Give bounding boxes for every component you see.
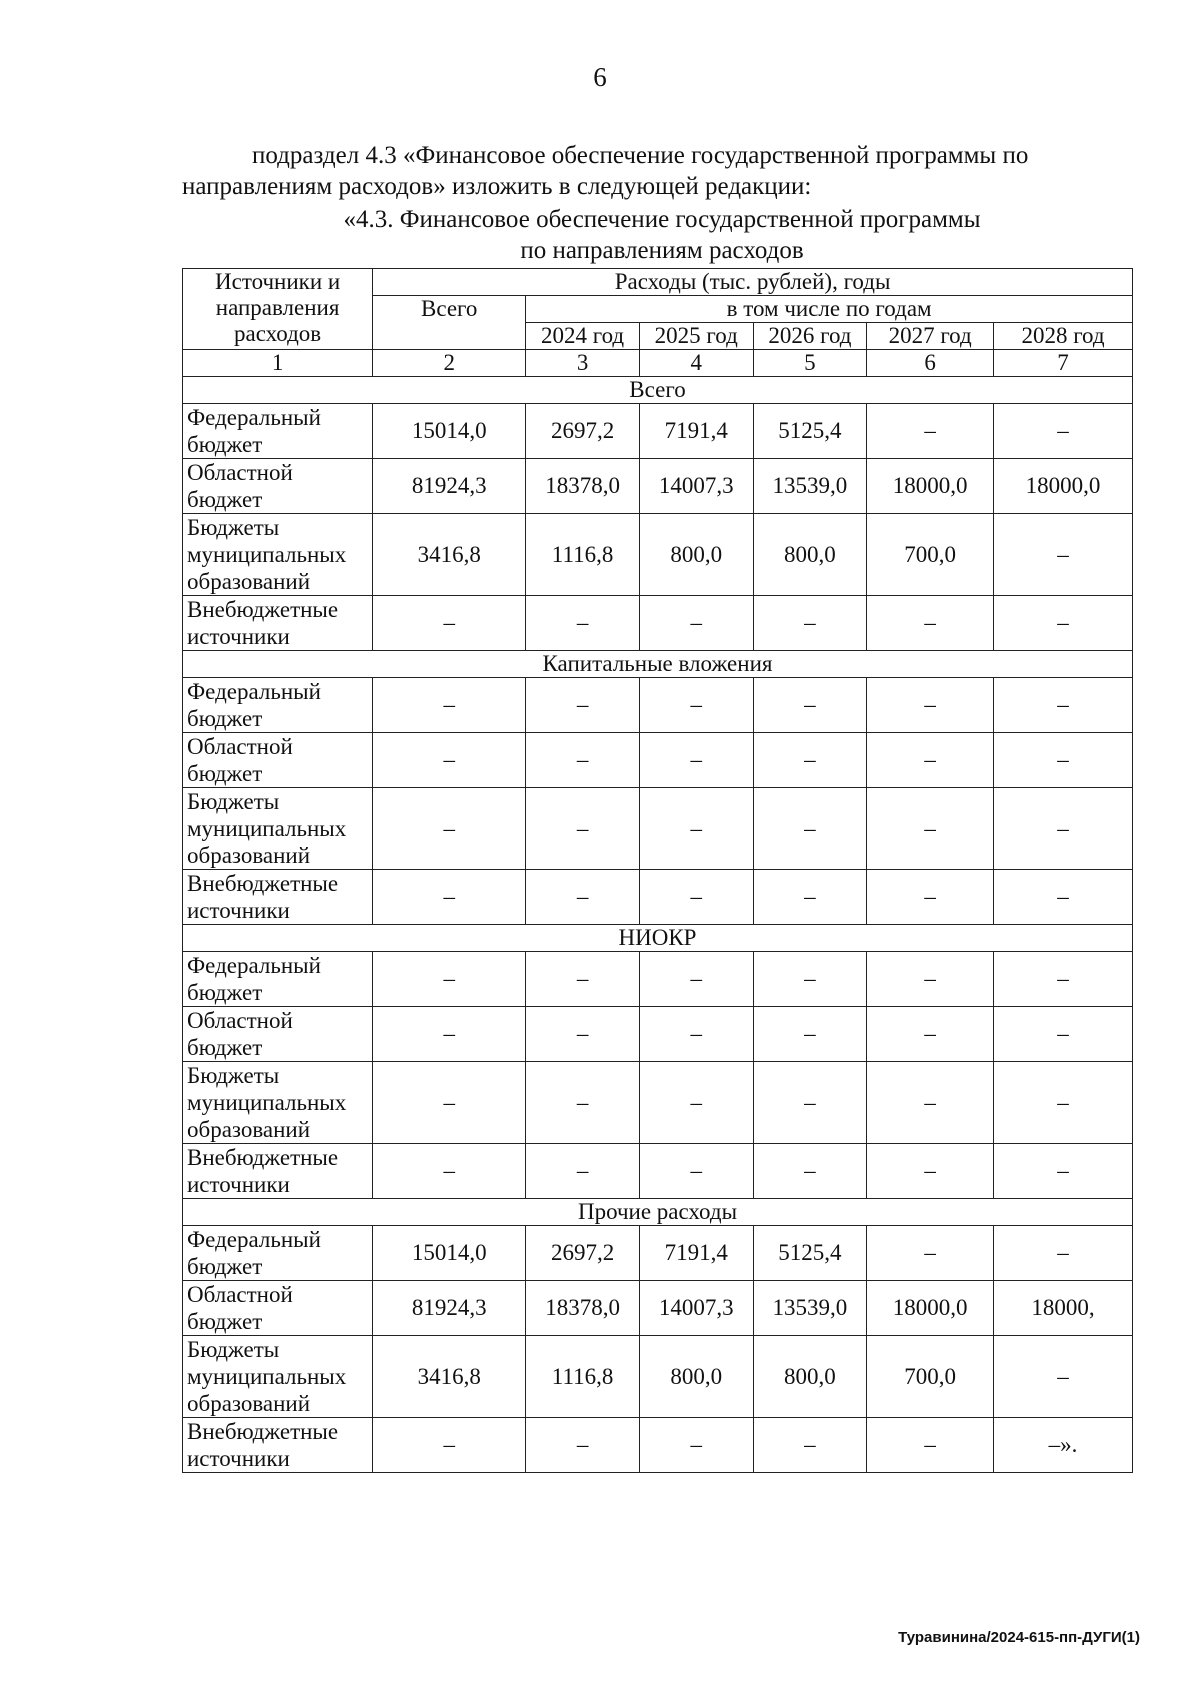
value-cell: 800,0	[753, 1336, 867, 1418]
source-cell: Областной бюджет	[183, 1007, 373, 1062]
section-title-cell: Всего	[183, 377, 1133, 404]
value-cell: –	[994, 952, 1133, 1007]
column-number: 2	[373, 350, 526, 377]
section-title-cell: Капитальные вложения	[183, 651, 1133, 678]
value-cell: –	[373, 1007, 526, 1062]
value-cell: –	[526, 678, 640, 733]
value-cell: –	[526, 788, 640, 870]
source-cell: Внебюджетные источники	[183, 596, 373, 651]
value-cell: –	[526, 1007, 640, 1062]
source-cell: Федеральный бюджет	[183, 1226, 373, 1281]
section-row	[183, 651, 1133, 678]
table-row	[183, 870, 1133, 925]
header-year: 2026 год	[753, 323, 867, 350]
value-cell: –	[373, 952, 526, 1007]
value-cell: –	[994, 1144, 1133, 1199]
value-cell: 14007,3	[639, 1281, 753, 1336]
value-cell: 18378,0	[526, 459, 640, 514]
table-row	[183, 1281, 1133, 1336]
value-cell: –	[373, 788, 526, 870]
table-row	[183, 733, 1133, 788]
value-cell: –	[867, 404, 994, 459]
value-cell: –	[753, 1062, 867, 1144]
intro-text: подраздел 4.3 «Финансовое обеспечение государственной программы по направлениям расходов» изложить в следующей редакции:	[182, 142, 1029, 200]
section-row	[183, 377, 1133, 404]
document-code: Туравинина/2024-615-пп-ДУГИ(1)	[898, 1629, 1140, 1646]
table-row	[183, 952, 1133, 1007]
value-cell: –	[753, 733, 867, 788]
value-cell: –	[753, 678, 867, 733]
value-cell: –	[639, 596, 753, 651]
header-by-years: в том числе по годам	[526, 296, 1133, 323]
header-year: 2028 год	[994, 323, 1133, 350]
value-cell: 2697,2	[526, 404, 640, 459]
value-cell: 81924,3	[373, 1281, 526, 1336]
source-cell: Бюджеты муниципальных образований	[183, 788, 373, 870]
value-cell: –».	[994, 1418, 1133, 1473]
value-cell: 1116,8	[526, 514, 640, 596]
value-cell: –	[994, 596, 1133, 651]
value-cell: –	[373, 1418, 526, 1473]
value-cell: –	[753, 596, 867, 651]
section-title-cell: Прочие расходы	[183, 1199, 1133, 1226]
value-cell: 18378,0	[526, 1281, 640, 1336]
value-cell: –	[639, 1062, 753, 1144]
column-number: 6	[867, 350, 994, 377]
source-cell: Областной бюджет	[183, 459, 373, 514]
value-cell: –	[994, 678, 1133, 733]
value-cell: 5125,4	[753, 1226, 867, 1281]
value-cell: –	[867, 1007, 994, 1062]
header-year: 2024 год	[526, 323, 640, 350]
table-row	[183, 678, 1133, 733]
source-cell: Федеральный бюджет	[183, 952, 373, 1007]
value-cell: –	[994, 1336, 1133, 1418]
value-cell: –	[639, 678, 753, 733]
source-cell: Внебюджетные источники	[183, 1144, 373, 1199]
value-cell: 7191,4	[639, 404, 753, 459]
value-cell: –	[994, 404, 1133, 459]
table-row	[183, 788, 1133, 870]
value-cell: –	[526, 870, 640, 925]
value-cell: –	[373, 1062, 526, 1144]
value-cell: 800,0	[753, 514, 867, 596]
value-cell: 14007,3	[639, 459, 753, 514]
value-cell: –	[867, 678, 994, 733]
value-cell: –	[639, 1418, 753, 1473]
value-cell: 81924,3	[373, 459, 526, 514]
header-year: 2027 год	[867, 323, 994, 350]
value-cell: 7191,4	[639, 1226, 753, 1281]
table-row	[183, 1007, 1133, 1062]
value-cell: –	[994, 1007, 1133, 1062]
value-cell: 700,0	[867, 1336, 994, 1418]
value-cell: 5125,4	[753, 404, 867, 459]
column-number: 4	[639, 350, 753, 377]
value-cell: –	[867, 1062, 994, 1144]
value-cell: –	[994, 733, 1133, 788]
value-cell: –	[639, 952, 753, 1007]
source-cell: Бюджеты муниципальных образований	[183, 514, 373, 596]
value-cell: –	[373, 596, 526, 651]
value-cell: –	[994, 1226, 1133, 1281]
section-row	[183, 1199, 1133, 1226]
source-cell: Внебюджетные источники	[183, 870, 373, 925]
table-body	[183, 377, 1133, 1473]
value-cell: –	[994, 870, 1133, 925]
column-number: 5	[753, 350, 867, 377]
table-row	[183, 514, 1133, 596]
page-number: 6	[593, 62, 607, 92]
header-year: 2025 год	[639, 323, 753, 350]
value-cell: 18000,	[994, 1281, 1133, 1336]
section-title	[182, 204, 1142, 266]
value-cell: 3416,8	[373, 514, 526, 596]
table-row	[183, 459, 1133, 514]
value-cell: –	[639, 1007, 753, 1062]
value-cell: –	[994, 514, 1133, 596]
intro-paragraph	[182, 140, 1142, 202]
source-cell: Внебюджетные источники	[183, 1418, 373, 1473]
source-cell: Областной бюджет	[183, 733, 373, 788]
table-row	[183, 1144, 1133, 1199]
value-cell: 13539,0	[753, 459, 867, 514]
value-cell: –	[526, 952, 640, 1007]
column-number: 7	[994, 350, 1133, 377]
value-cell: –	[867, 788, 994, 870]
table-row	[183, 1062, 1133, 1144]
section-row	[183, 925, 1133, 952]
value-cell: –	[867, 1418, 994, 1473]
value-cell: –	[867, 952, 994, 1007]
value-cell: –	[994, 1062, 1133, 1144]
value-cell: 800,0	[639, 514, 753, 596]
value-cell: –	[526, 733, 640, 788]
source-cell: Бюджеты муниципальных образований	[183, 1336, 373, 1418]
value-cell: 2697,2	[526, 1226, 640, 1281]
column-number: 3	[526, 350, 640, 377]
financing-table	[182, 268, 1133, 1473]
table-row	[183, 1336, 1133, 1418]
value-cell: –	[867, 733, 994, 788]
value-cell: –	[867, 1226, 994, 1281]
value-cell: 3416,8	[373, 1336, 526, 1418]
source-cell: Федеральный бюджет	[183, 404, 373, 459]
value-cell: –	[639, 870, 753, 925]
header-total: Всего	[373, 296, 526, 350]
value-cell: –	[526, 1062, 640, 1144]
value-cell: –	[526, 1418, 640, 1473]
section-title-line-1: «4.3. Финансовое обеспечение государственной программы	[343, 206, 981, 233]
value-cell: –	[526, 1144, 640, 1199]
value-cell: –	[867, 596, 994, 651]
table-row	[183, 404, 1133, 459]
value-cell: 800,0	[639, 1336, 753, 1418]
value-cell: –	[867, 1144, 994, 1199]
value-cell: –	[753, 1007, 867, 1062]
value-cell: –	[373, 870, 526, 925]
value-cell: –	[753, 788, 867, 870]
header-expenses: Расходы (тыс. рублей), годы	[373, 269, 1133, 296]
table-row	[183, 1418, 1133, 1473]
value-cell: –	[373, 733, 526, 788]
value-cell: –	[753, 870, 867, 925]
value-cell: 1116,8	[526, 1336, 640, 1418]
value-cell: –	[753, 952, 867, 1007]
section-title-line-2: по направлениям расходов	[520, 237, 804, 264]
value-cell: –	[639, 733, 753, 788]
value-cell: 15014,0	[373, 1226, 526, 1281]
value-cell: 18000,0	[867, 1281, 994, 1336]
table-row	[183, 1226, 1133, 1281]
value-cell: –	[753, 1144, 867, 1199]
value-cell: 13539,0	[753, 1281, 867, 1336]
value-cell: 15014,0	[373, 404, 526, 459]
table-header	[183, 269, 1133, 377]
value-cell: 18000,0	[994, 459, 1133, 514]
table-row	[183, 596, 1133, 651]
source-cell: Бюджеты муниципальных образований	[183, 1062, 373, 1144]
value-cell: –	[526, 596, 640, 651]
value-cell: –	[639, 1144, 753, 1199]
value-cell: –	[867, 870, 994, 925]
section-title-cell: НИОКР	[183, 925, 1133, 952]
column-number: 1	[183, 350, 373, 377]
value-cell: –	[373, 678, 526, 733]
source-cell: Федеральный бюджет	[183, 678, 373, 733]
value-cell: 700,0	[867, 514, 994, 596]
column-numbers-row	[183, 350, 1133, 377]
value-cell: –	[753, 1418, 867, 1473]
value-cell: 18000,0	[867, 459, 994, 514]
header-sources: Источники и направления расходов	[183, 269, 373, 350]
value-cell: –	[639, 788, 753, 870]
source-cell: Областной бюджет	[183, 1281, 373, 1336]
value-cell: –	[373, 1144, 526, 1199]
value-cell: –	[994, 788, 1133, 870]
